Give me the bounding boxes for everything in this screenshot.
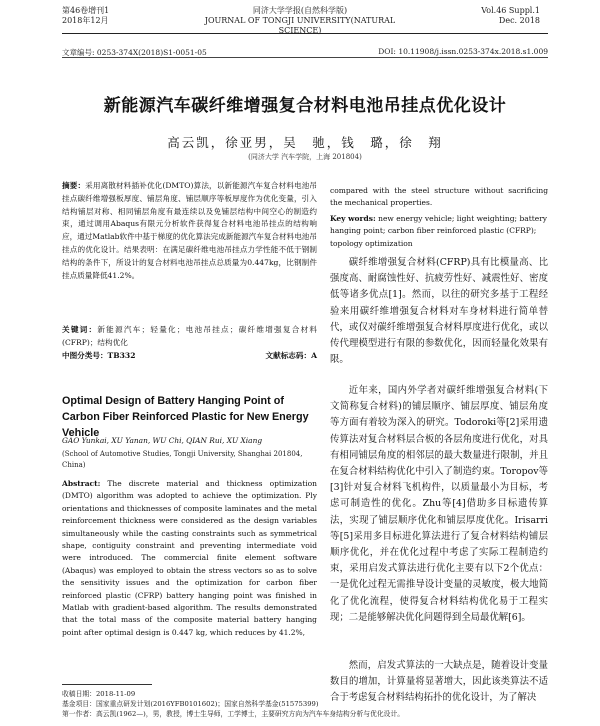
clc-number: 中图分类号：TB332 (62, 351, 136, 360)
paper-title: 新能源汽车碳纤维增强复合材料电池吊挂点优化设计 (103, 96, 507, 116)
author-list: 高云凯，徐亚男，吴 驰，钱 璐，徐 翔 (167, 135, 443, 150)
header-rule (62, 33, 548, 34)
body-paragraph-2: 近年来，国内外学者对碳纤维增强复合材料(下文简称复合材料)的铺层顺序、铺层厚度、铺层角度等方面有着较为深入的研究。Todoroki等[2]采用遗传算法对复合材料层合板的各层角度进行优化，对具有相同铺层角度的相邻层的最大数量进行限制，并且在复合材料结构优化中引入了制造约束。Toropov等[3]针对复合材料飞机构件，以质量最小为目标，考虑可制造性的优化。Zhu等[4]借助多目标遗传算法，实现了铺层顺序优化和铺层厚度优化。Irisarri等[5]采用多目标进化算法进行了复合材料结构铺层顺序优化，并在优化过程中考虑了实际工程制造约束，采用启发式算法进行优化主要有以下2个优点：一是优化过程无需推导设计变量的灵敏度，极大地简化了优化流程，使得复合材料结构优化易于工程实现；二是能够解决优化问题得到全局最优解[6]。 (330, 385, 548, 623)
abstract-cn (62, 180, 317, 282)
body-paragraph-1: 碳纤维增强复合材料(CFRP)具有比模量高、比强度高、耐腐蚀性好、抗疲劳性好、减震性好、密度低等诸多优点[1]。然而，以往的研究多基于工程经验来用碳纤维增强复合材料对车身材料进行简单替代，或仅对碳纤维增强复合材料厚度进行优化，或以传代理模型进行有限的参数优化，因而轻量化效果有限。 (330, 257, 548, 366)
english-abstract-continued: compared with the steel structure without sacrificing the mechanical properties. (330, 186, 548, 208)
keywords-cn-label: 关键词： (62, 325, 98, 334)
date-en: Dec. 2018 (498, 16, 540, 25)
keywords-cn-text: 新能源汽车；轻量化；电池吊挂点；碳纤维增强复合材料(CFRP)；结构优化 (62, 325, 317, 347)
journal-name-en: JOURNAL OF TONGJI UNIVERSITY(NATURAL SCIENCE) (204, 16, 396, 35)
english-title: Optimal Design of Battery Hanging Point of Carbon Fiber Reinforced Plastic for New Energy Vehicle (62, 395, 309, 439)
meta-rule (62, 57, 548, 58)
body-paragraph-3: 然而，启发式算法的一大缺点是，随着设计变量数目的增加，计算量将显著增大，因此该类算法不适合于考虑复合材料结构拓扑的优化设计，为了解决 (330, 660, 548, 704)
english-abstract (62, 478, 317, 639)
publication-date: 2018年12月 (62, 16, 109, 25)
affiliation: (同济大学 汽车学院，上海 201804) (248, 153, 362, 161)
english-keywords-label: Key words: (330, 214, 376, 223)
english-abstract-label: Abstract: (62, 479, 101, 488)
volume-en: Vol.46 Suppl.1 (481, 6, 540, 15)
footnote-rule (62, 684, 152, 685)
article-number: 文章编号: 0253-374X(2018)S1-0051-05 (62, 48, 207, 57)
footnote-author: 第一作者：高云凯(1962—)，男，教授，博士生导师，工学博士，主要研究方向为汽车车身结构分析与优化设计。 (62, 710, 405, 718)
english-authors: GAO Yunkai, XU Yanan, WU Chi, QIAN Rui, XU Xiang (62, 436, 263, 445)
footnote-received: 收稿日期：2018-11-09 (62, 690, 136, 698)
journal-volume-en (481, 6, 540, 26)
english-keywords (330, 213, 548, 250)
abstract-cn-text: 采用离散材料插补优化(DMTO)算法，以新能源汽车复合材料电池吊挂点碳纤维增强板厚度、铺层角度、铺层顺序等板厚度作为优化变量，引入结构铺层对称、相同铺层角度有最连续以及免铺层结构中间空心的制造约束，通过调用Abaqus有限元分析软件获得复合材料电池吊挂点的结构响应，通过Matlab软件中基于梯度的优化算法完成新能源汽车复合材料电池吊挂点的优化设计。结果表明：在满足碳纤维电池吊挂点力学性能不低于钢制结构的条件下，所设计的复合材料电池吊挂点总质量为0.447kg，比钢制件挂点质量降低41.2%。 (62, 181, 318, 280)
footnotes (62, 689, 548, 719)
english-keywords-text: new energy vehicle; light weighting; battery hanging point; carbon fiber reinforced plastic (CFRP); topology optimization (330, 214, 548, 248)
journal-name (190, 6, 410, 36)
document-code: 文献标志码：A (265, 351, 317, 360)
keywords-cn (62, 324, 317, 350)
english-affiliation: (School of Automotive Studies, Tongji University, Shanghai 201804, China) (62, 450, 303, 469)
journal-volume (62, 6, 109, 26)
doi[interactable]: DOI: 10.11908/j.issn.0253-374x.2018.s1.009 (378, 47, 548, 56)
classification-row (62, 350, 317, 361)
journal-name-cn: 同济大学学报(自然科学版) (252, 6, 348, 15)
footnote-fund: 基金项目：国家重点研发计划(2016YFB0101602)；国家自然科学基金(51575399) (62, 700, 319, 708)
abstract-cn-label: 摘要： (62, 181, 86, 190)
english-abstract-text: The discrete material and thickness optimization (DMTO) algorithm was adopted to achieve the optimization. Ply orientations and thicknesses of composite laminates and the metal reinforcement thickness were considered as the design variables simultaneously while the casting constraints such as symmetrical shape, contiguity constraint and preventing intermediate void were introduced. The commercial finite element software (Abaqus) was employed to obtain the stress vectors so as to solve the sensitivity issues and the optimization for carbon fiber reinforced plastic (CFRP) battery hanging point was finished in Matlab with gradient-based algorithm. The results demonstrated that the total mass of the composite material battery hanging point after optimal design is 0.447 kg, which reduces by 41.2%, (62, 479, 317, 637)
volume-issue: 第46卷增刊1 (62, 6, 110, 15)
